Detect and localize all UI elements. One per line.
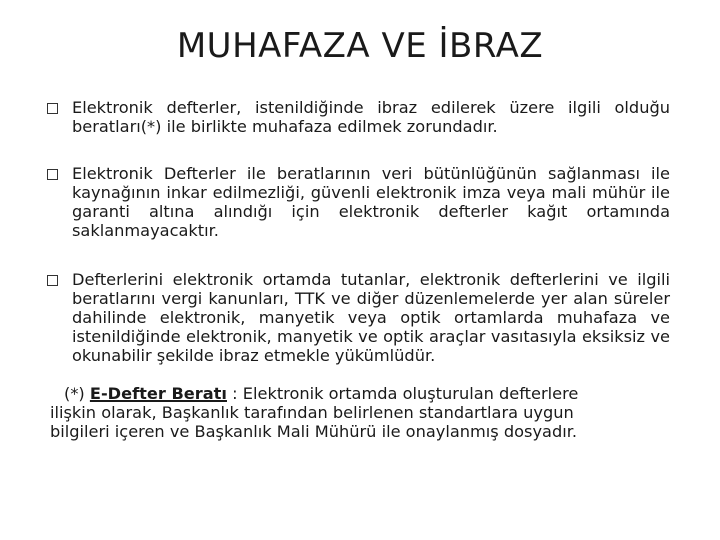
- bullet-text: Elektronik Defterler ile beratlarının veri bütünlüğünün sağlanması ile kaynağının inkar edilmezliği, güvenli elektronik imza veya mali mühür ile garanti altına alındığı için elektronik defterler kağıt ortamında saklanmayacaktır.: [72, 164, 670, 240]
- footnote-line-2: ilişkin olarak, Başkanlık tarafından belirlenen standartlara uygun: [50, 403, 574, 422]
- footnote-line-1: [50, 384, 690, 403]
- footnote-separator: :: [232, 384, 238, 403]
- footnote: [50, 384, 690, 441]
- square-bullet-icon: [47, 275, 58, 286]
- bullet-item-1: [72, 98, 670, 136]
- footnote-line-3: bilgileri içeren ve Başkanlık Mali Mühürü ile onaylanmış dosyadır.: [50, 422, 578, 441]
- footnote-term: E-Defter Beratı: [89, 384, 227, 403]
- footnote-marker: (*): [64, 384, 85, 403]
- footnote-text: Elektronik ortamda oluşturulan defterlere: [242, 384, 579, 403]
- bullet-item-2: [72, 164, 670, 240]
- bullet-text: Elektronik defterler, istenildiğinde ibraz edilerek üzere ilgili olduğu beratları(*) ile birlikte muhafaza edilmek zorundadır.: [72, 98, 670, 136]
- slide-title: MUHAFAZA VE İBRAZ: [176, 26, 544, 66]
- square-bullet-icon: [47, 169, 58, 180]
- bullet-item-3: [72, 270, 670, 365]
- square-bullet-icon: [47, 103, 58, 114]
- bullet-text: Defterlerini elektronik ortamda tutanlar, elektronik defterlerini ve ilgili beratlarını vergi kanunları, TTK ve diğer düzenlemelerde yer alan süreler dahilinde elektronik, manyetik veya optik ortamlarda muhafaza ve istenildiğinde elektronik, manyetik ve optik araçlar vasıtasıyla eksiksiz ve okunabilir şekilde ibraz etmekle yükümlüdür.: [72, 270, 670, 365]
